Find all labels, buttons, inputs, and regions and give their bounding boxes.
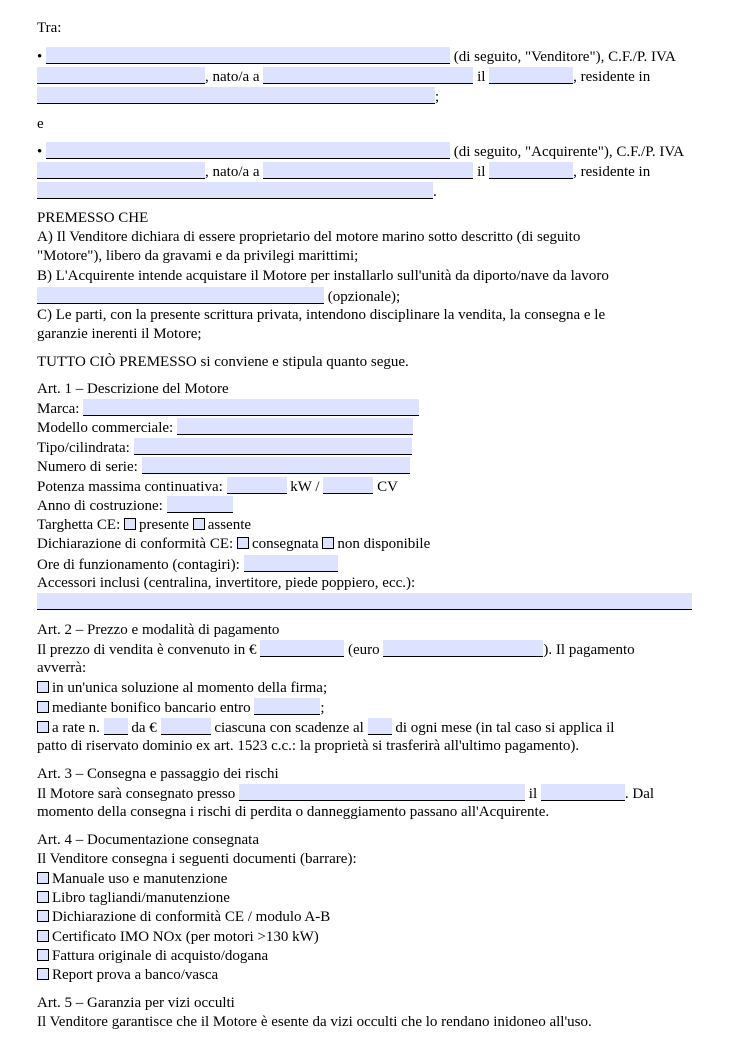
- buyer-end: .: [433, 184, 437, 200]
- intro-tra: Tra:: [37, 20, 62, 36]
- price-payment-label: ). Il pagamento: [543, 642, 635, 658]
- accessories-field[interactable]: [37, 593, 692, 610]
- doc-checkbox[interactable]: [37, 949, 49, 961]
- delivery-date-label: il: [525, 786, 541, 802]
- plate-present-checkbox[interactable]: [124, 518, 136, 530]
- seller-taxid-field[interactable]: [37, 67, 205, 84]
- doc-label: Dichiarazione di conformità CE / modulo A-B: [52, 909, 331, 925]
- buyer-line-1: [37, 142, 684, 161]
- installments-amount-label: da €: [127, 720, 161, 736]
- delivery-place-field[interactable]: [239, 784, 525, 801]
- model-field[interactable]: [177, 418, 413, 435]
- bank-transfer-end: ;: [320, 700, 325, 716]
- doc-checkbox[interactable]: [37, 872, 49, 884]
- installments-due-label: ciascuna con scadenze al: [210, 720, 368, 736]
- doc-checkbox[interactable]: [37, 891, 49, 903]
- seller-end: ;: [435, 89, 440, 105]
- art2-price-row: [37, 640, 635, 659]
- power-cv-unit: CV: [373, 479, 398, 495]
- art5-text: Il Venditore garantisce che il Motore è esente da vizi occulti che lo rendano inidoneo all'uso.: [37, 1014, 592, 1030]
- price-label: Il prezzo di vendita è convenuto in €: [37, 642, 261, 658]
- installments-day-field[interactable]: [368, 718, 392, 735]
- art1-plate-row: [37, 516, 251, 535]
- art4-title: Art. 4 – Documentazione consegnata: [37, 832, 260, 848]
- price-words-field[interactable]: [383, 640, 543, 657]
- buyer-role-text: (di seguito, "Acquirente"), C.F./P. IVA: [450, 144, 685, 160]
- bank-transfer-checkbox[interactable]: [37, 701, 49, 713]
- conformity-unavailable-label: non disponibile: [337, 536, 431, 552]
- conformity-delivered-checkbox[interactable]: [237, 537, 249, 549]
- plate-label: Targhetta CE:: [37, 517, 124, 533]
- installments-amount-field[interactable]: [161, 718, 211, 735]
- bank-transfer-label: mediante bonifico bancario entro: [52, 700, 255, 716]
- doc-item: [37, 966, 218, 985]
- serial-label: Numero di serie:: [37, 459, 142, 475]
- art1-power-row: [37, 477, 398, 496]
- power-label: Potenza massima continuativa:: [37, 479, 227, 495]
- art1-year-row: [37, 496, 233, 515]
- buyer-line-3: [37, 182, 437, 201]
- buyer-resident-label: , residente in: [573, 164, 651, 180]
- plate-present-label: presente: [138, 517, 193, 533]
- serial-field[interactable]: [142, 457, 410, 474]
- premise-b-2: [37, 287, 400, 306]
- art5-title: Art. 5 – Garanzia per vizi occulti: [37, 995, 235, 1011]
- transfer-deadline-field[interactable]: [254, 698, 320, 715]
- doc-label: Manuale uso e manutenzione: [52, 871, 228, 887]
- type-label: Tipo/cilindrata:: [37, 440, 134, 456]
- doc-item: [37, 870, 227, 889]
- doc-label: Fattura originale di acquisto/dogana: [52, 948, 269, 964]
- premise-c-2: garanzie inerenti il Motore;: [37, 326, 202, 342]
- bullet: •: [37, 144, 43, 160]
- seller-line-3: [37, 87, 439, 106]
- doc-checkbox[interactable]: [37, 930, 49, 942]
- doc-item: [37, 947, 268, 966]
- art1-hours-row: [37, 555, 338, 574]
- art1-accessories-row: Accessori inclusi (centralina, invertitore, piede poppiero, ecc.):: [37, 575, 416, 591]
- power-kw-unit: kW /: [286, 479, 324, 495]
- doc-item: [37, 928, 319, 947]
- art4-intro: Il Venditore consegna i seguenti documenti (barrare):: [37, 851, 357, 867]
- premise-b-optional: (opzionale);: [324, 289, 401, 305]
- premise-a-2: "Motore"), libero da gravami e da privilegi marittimi;: [37, 248, 359, 264]
- seller-birthdate-field[interactable]: [489, 67, 573, 84]
- installments-month-label: di ogni mese (in tal caso si applica il: [391, 720, 615, 736]
- seller-role-text: (di seguito, "Venditore"), C.F./P. IVA: [450, 49, 676, 65]
- price-words-label: (euro: [344, 642, 384, 658]
- plate-absent-checkbox[interactable]: [193, 518, 205, 530]
- single-payment-checkbox[interactable]: [37, 681, 49, 693]
- vessel-field[interactable]: [37, 287, 324, 304]
- art1-accessories-field-row: [37, 593, 692, 612]
- seller-birthplace-field[interactable]: [263, 67, 473, 84]
- power-cv-field[interactable]: [323, 477, 373, 494]
- premise-heading: PREMESSO CHE: [37, 210, 149, 226]
- doc-checkbox[interactable]: [37, 910, 49, 922]
- art2-option-single: [37, 679, 327, 698]
- hours-label: Ore di funzionamento (contagiri):: [37, 557, 244, 573]
- premise-c-1: C) Le parti, con la presente scrittura privata, intendono disciplinare la vendita, la consegna e le: [37, 307, 606, 323]
- power-kw-field[interactable]: [227, 477, 287, 494]
- art1-brand-row: [37, 399, 419, 418]
- delivery-date-field[interactable]: [541, 784, 625, 801]
- doc-label: Libro tagliandi/manutenzione: [52, 890, 230, 906]
- buyer-birthdate-field[interactable]: [489, 162, 573, 179]
- seller-line-2: [37, 67, 650, 86]
- seller-name-field[interactable]: [46, 47, 450, 64]
- delivery-from-label: . Dal: [624, 786, 655, 802]
- brand-label: Marca:: [37, 401, 84, 417]
- doc-checkbox[interactable]: [37, 968, 49, 980]
- delivery-place-label: Il Motore sarà consegnato presso: [37, 786, 240, 802]
- art1-title: Art. 1 – Descrizione del Motore: [37, 381, 229, 397]
- installments-count-label: a rate n.: [52, 720, 104, 736]
- seller-born-label: , nato/a a: [205, 69, 260, 85]
- premise-b-1: B) L'Acquirente intende acquistare il Motore per installarlo sull'unità da diporto/nave da lavoro: [37, 268, 609, 284]
- art2-avverra: avverrà:: [37, 660, 87, 676]
- doc-item: [37, 908, 330, 927]
- type-field[interactable]: [134, 438, 412, 455]
- conformity-delivered-label: consegnata: [251, 536, 323, 552]
- art2-option-installments: [37, 718, 614, 737]
- conformity-unavailable-checkbox[interactable]: [322, 537, 334, 549]
- seller-resident-label: , residente in: [573, 69, 651, 85]
- conformity-label: Dichiarazione di conformità CE:: [37, 536, 237, 552]
- buyer-line-2: [37, 162, 650, 181]
- doc-label: Certificato IMO NOx (per motori >130 kW): [52, 929, 319, 945]
- buyer-birthplace-field[interactable]: [263, 162, 473, 179]
- intro-e: e: [37, 116, 44, 132]
- model-label: Modello commerciale:: [37, 420, 177, 436]
- seller-on-label: il: [473, 69, 490, 85]
- installments-checkbox[interactable]: [37, 721, 49, 733]
- art2-reservation: patto di riservato dominio ex art. 1523 c.c.: la proprietà si trasferirà all'ultimo pagamento).: [37, 738, 580, 754]
- buyer-name-field[interactable]: [46, 142, 450, 159]
- hours-field[interactable]: [244, 555, 338, 572]
- year-label: Anno di costruzione:: [37, 498, 167, 514]
- buyer-on-label: il: [473, 164, 490, 180]
- agreement-text: TUTTO CIÒ PREMESSO si conviene e stipula quanto segue.: [37, 354, 409, 370]
- doc-item: [37, 889, 230, 908]
- art1-type-row: [37, 438, 412, 457]
- installments-count-field[interactable]: [104, 718, 128, 735]
- bullet: •: [37, 49, 43, 65]
- seller-address-field[interactable]: [37, 87, 435, 104]
- art2-option-transfer: [37, 698, 325, 717]
- art1-model-row: [37, 418, 413, 437]
- art3-risk: momento della consegna i rischi di perdita o danneggiamento passano all'Acquirente.: [37, 804, 550, 820]
- premise-a-1: A) Il Venditore dichiara di essere proprietario del motore marino sotto descritto (di seguito: [37, 229, 581, 245]
- buyer-taxid-field[interactable]: [37, 162, 205, 179]
- year-field[interactable]: [167, 496, 233, 513]
- art1-conformity-row: [37, 535, 430, 554]
- seller-line-1: [37, 47, 676, 66]
- brand-field[interactable]: [83, 399, 419, 416]
- art1-serial-row: [37, 457, 410, 476]
- single-payment-label: in un'unica soluzione al momento della firma;: [52, 680, 328, 696]
- plate-absent-label: assente: [207, 517, 252, 533]
- buyer-address-field[interactable]: [37, 182, 433, 199]
- art3-delivery-row: [37, 784, 654, 803]
- price-number-field[interactable]: [260, 640, 344, 657]
- art3-title: Art. 3 – Consegna e passaggio dei rischi: [37, 766, 279, 782]
- art2-title: Art. 2 – Prezzo e modalità di pagamento: [37, 622, 280, 638]
- buyer-born-label: , nato/a a: [205, 164, 260, 180]
- doc-label: Report prova a banco/vasca: [52, 967, 219, 983]
